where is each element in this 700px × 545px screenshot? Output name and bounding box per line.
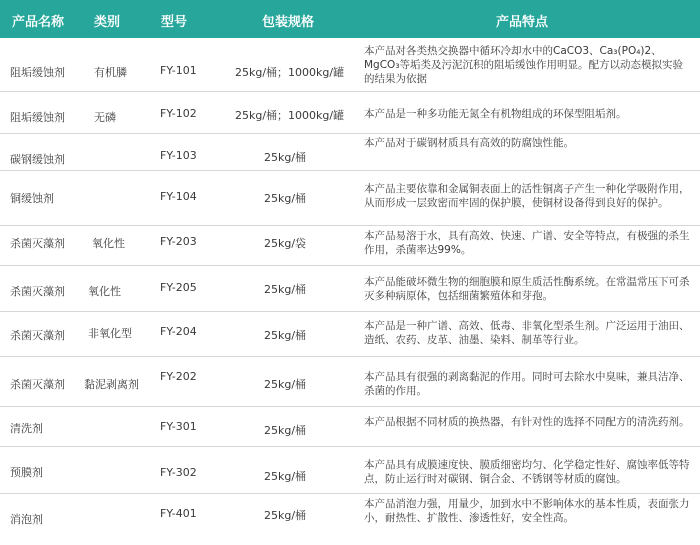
cell-category: 非氧化型	[88, 327, 132, 340]
cell-package: 25kg/桶	[264, 424, 307, 437]
cell-model: FY-102	[160, 107, 197, 120]
table-row	[0, 311, 700, 357]
table-row	[0, 170, 700, 226]
cell-model: FY-103	[160, 149, 197, 162]
cell-model: FY-104	[160, 190, 197, 203]
header-feature: 产品特点	[496, 15, 549, 30]
cell-feature: 本产品主要依靠和金属铜表面上的活性铜离子产生一种化学吸附作用，从而形成一层致密而牢固的保护膜，使铜材设备得到良好的保护。	[364, 183, 690, 209]
cell-model: FY-302	[160, 466, 197, 479]
cell-category: 氧化性	[92, 237, 125, 250]
table-row	[0, 91, 700, 134]
cell-package: 25kg/桶；1000kg/罐	[235, 109, 345, 122]
cell-package: 25kg/桶；1000kg/罐	[235, 66, 345, 79]
table-row	[0, 265, 700, 312]
cell-package: 25kg/桶	[264, 192, 307, 205]
cell-category: 有机膦	[94, 66, 127, 79]
cell-package: 25kg/桶	[264, 378, 307, 391]
cell-name: 铜缓蚀剂	[10, 192, 54, 205]
cell-feature: 本产品易溶于水，具有高效、快速、广谱、安全等特点，有极强的杀生作用，杀菌率达99%。	[364, 230, 690, 256]
cell-feature: 本产品根据不同材质的换热器，有针对性的选择不同配方的清洗药剂。	[364, 416, 690, 428]
table-row	[0, 225, 700, 266]
cell-name: 杀菌灭藻剂	[10, 237, 65, 250]
cell-package: 25kg/桶	[264, 509, 307, 522]
cell-package: 25kg/桶	[264, 470, 307, 483]
cell-category: 无磷	[94, 111, 116, 124]
cell-feature: 本产品是一种多功能无氮全有机物组成的环保型阻垢剂。	[364, 108, 627, 120]
table-row	[0, 356, 700, 407]
table-row	[0, 446, 700, 494]
cell-model: FY-401	[160, 507, 197, 520]
cell-name: 碳钢缓蚀剂	[10, 153, 65, 166]
cell-name: 阻垢缓蚀剂	[10, 66, 65, 79]
cell-category: 氧化性	[88, 285, 121, 298]
cell-feature: 本产品具有成膜速度快、膜质细密均匀、化学稳定性好、腐蚀率低等特点，防止运行时对碳钢、铜合金、不锈钢等材质的腐蚀。	[364, 459, 690, 485]
header-name: 产品名称	[12, 15, 65, 30]
cell-feature: 本产品具有很强的剥离黏泥的作用。同时可去除水中臭味，兼具洁净、杀菌的作用。	[364, 371, 690, 397]
cell-model: FY-301	[160, 420, 197, 433]
cell-model: FY-203	[160, 235, 197, 248]
cell-feature: 本产品能破坏微生物的细胞膜和原生质活性酶系统。在常温常压下可杀灭多种病原体，包括细菌繁殖体和芽孢。	[364, 276, 690, 302]
cell-model: FY-202	[160, 370, 197, 383]
header-category: 类别	[94, 15, 121, 30]
cell-feature: 本产品对各类热交换器中循环冷却水中的CaCO3、Ca₃(PO₄)2、MgCO₃等垢类及污泥沉积的阻垢缓蚀作用明显。配方以动态模拟实验的结果为依据	[364, 45, 684, 85]
cell-package: 25kg/桶	[264, 329, 307, 342]
cell-feature: 本产品对于碳钢材质具有高效的防腐蚀性能。	[364, 137, 574, 149]
cell-package: 25kg/桶	[264, 151, 307, 164]
cell-name: 杀菌灭藻剂	[10, 329, 65, 342]
cell-package: 25kg/桶	[264, 283, 307, 296]
cell-name: 杀菌灭藻剂	[10, 378, 65, 391]
cell-name: 杀菌灭藻剂	[10, 285, 65, 298]
table-row	[0, 493, 700, 544]
cell-name: 消泡剂	[10, 513, 43, 526]
cell-package: 25kg/袋	[264, 237, 307, 250]
cell-feature: 本产品消泡力强，用量少，加到水中不影响体水的基本性质，表面张力小，耐热性、扩散性、渗透性好，安全性高。	[364, 498, 690, 524]
cell-category: 黏泥剥离剂	[84, 378, 139, 391]
table-row	[0, 38, 700, 92]
table-row	[0, 133, 700, 171]
cell-name: 预膜剂	[10, 466, 43, 479]
table-header	[0, 0, 700, 38]
header-model: 型号	[161, 15, 188, 30]
cell-name: 阻垢缓蚀剂	[10, 111, 65, 124]
cell-model: FY-204	[160, 325, 197, 338]
cell-name: 清洗剂	[10, 422, 43, 435]
header-package: 包装规格	[262, 15, 315, 30]
table-row	[0, 406, 700, 447]
cell-feature: 本产品是一种广谱、高效、低毒、非氧化型杀生剂。广泛运用于油田、造纸、农药、皮革、油墨、染料、制革等行业。	[364, 320, 690, 346]
cell-model: FY-101	[160, 64, 197, 77]
cell-model: FY-205	[160, 281, 197, 294]
